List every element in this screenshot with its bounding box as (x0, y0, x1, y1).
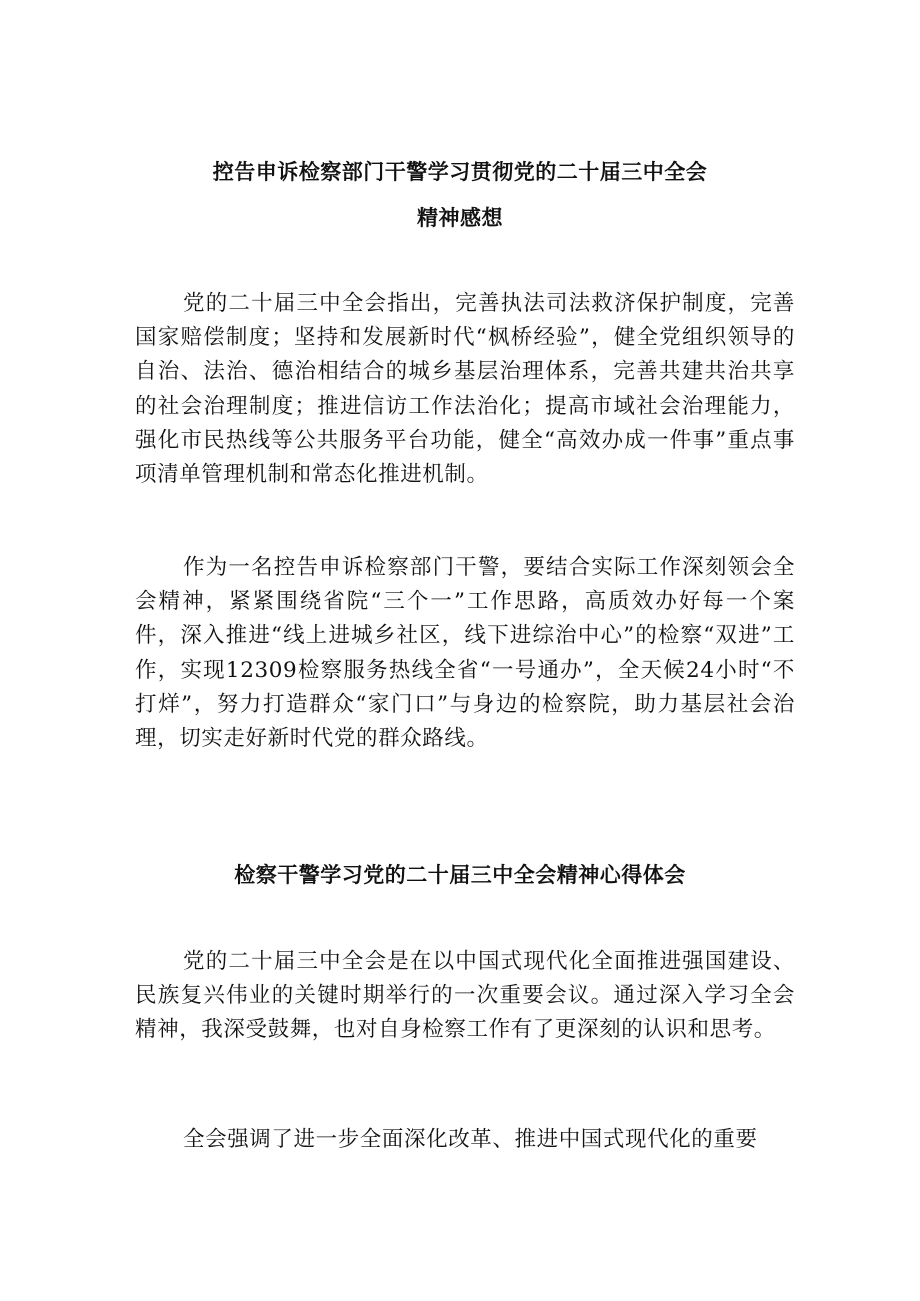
section2-paragraph-1: 党的二十届三中全会是在以中国式现代化全面推进强国建设、民族复兴伟业的关键时期举行的一次重要会议。通过深入学习全会精神，我深受鼓舞，也对自身检察工作有了更深刻的认识和思考。 (135, 949, 795, 1043)
section2-paragraph-2: 全会强调了进一步全面深化改革、推进中国式现代化的重要 (183, 1127, 758, 1152)
section1-paragraph-1: 党的二十届三中全会指出，完善执法司法救济保护制度，完善国家赔偿制度；坚持和发展新时代“枫桥经验”，健全党组织领导的自治、法治、德治相结合的城乡基层治理体系，完善共建共治共享的社会治理制度；推进信访工作法治化；提高市域社会治理能力，强化市民热线等公共服务平台功能，健全“高效办成一件事”重点事项清单管理机制和常态化推进机制。 (135, 291, 795, 488)
section1-title-line2: 精神感想 (417, 205, 503, 230)
section2-title: 检察干警学习党的二十届三中全会精神心得体会 (234, 862, 686, 887)
section1-paragraph-2: 作为一名控告申诉检察部门干警，要结合实际工作深刻领会全会精神，紧紧围绕省院“三个一”工作思路，高质效办好每一个案件，深入推进“线上进城乡社区，线下进综治中心”的检察“双进”工作，实现12309检察服务热线全省“一号通办”，全天候24小时“不打烊”，努力打造群众“家门口”与身边的检察院，助力基层社会治理，切实走好新时代党的群众路线。 (135, 555, 795, 752)
section1-title-line1: 控告申诉检察部门干警学习贯彻党的二十届三中全会 (212, 159, 708, 184)
